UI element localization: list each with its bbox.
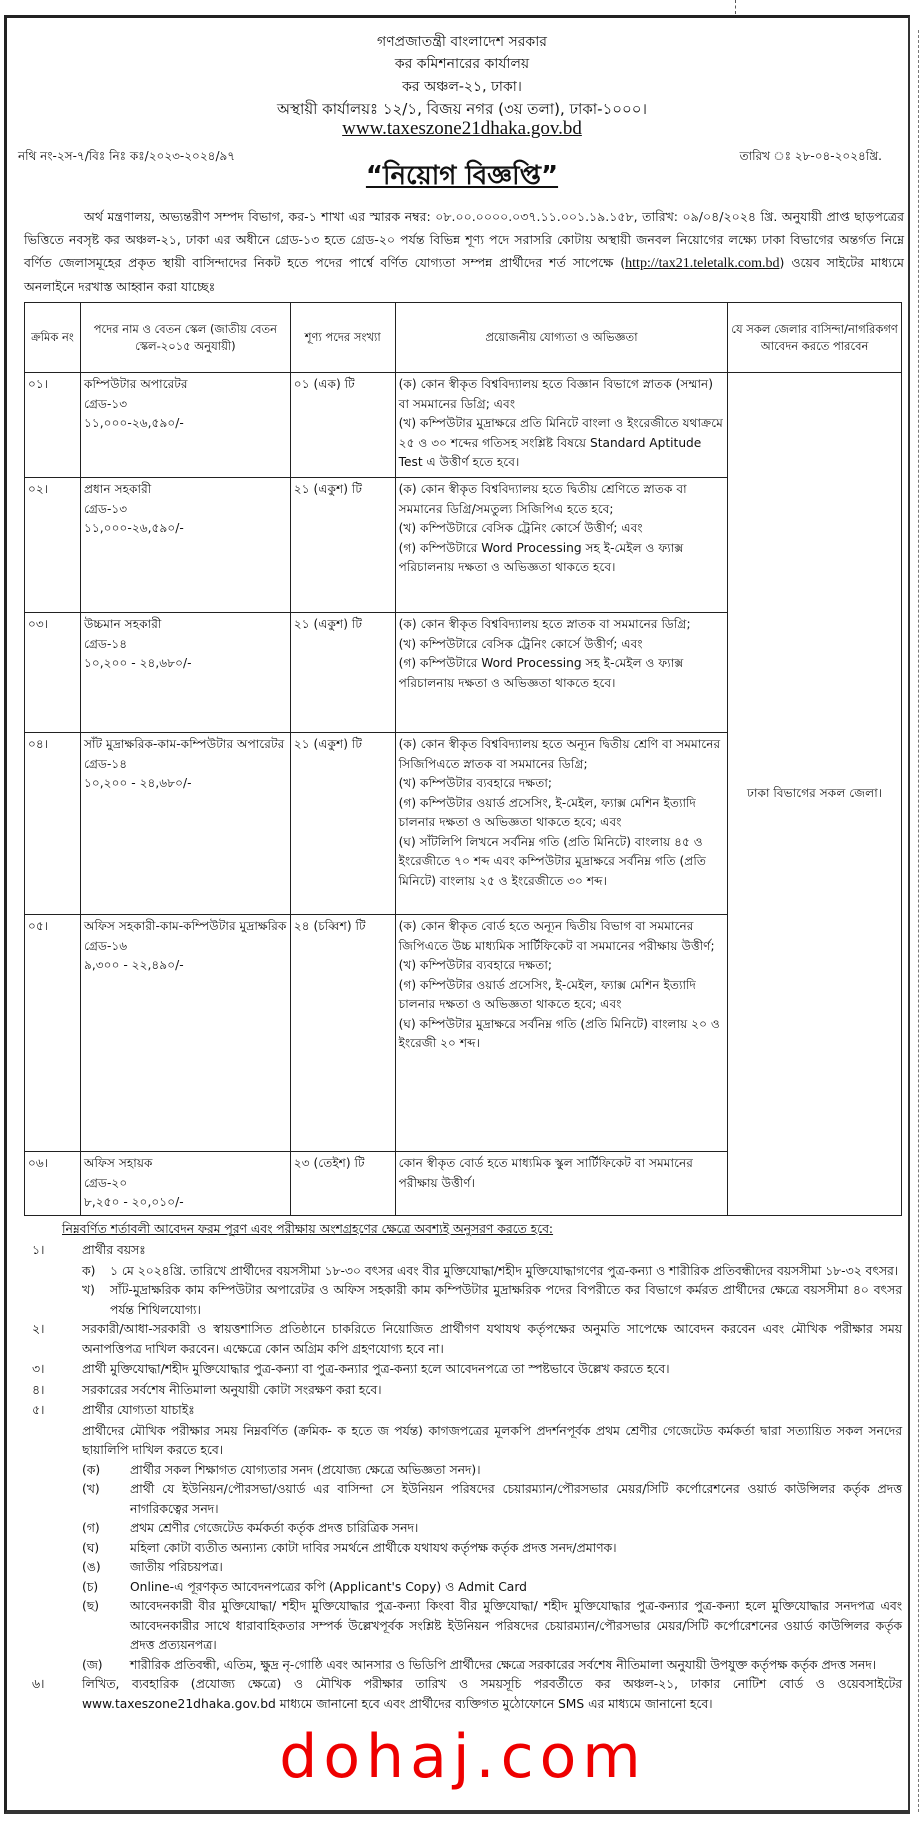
serial-number: ০৬। bbox=[25, 1152, 81, 1216]
table-row bbox=[25, 373, 902, 478]
condition-subitem bbox=[82, 1558, 902, 1578]
post-grade: গ্রেড-১৪ bbox=[83, 636, 128, 651]
qualification-item: (ক) কোন স্বীকৃত বিশ্ববিদ্যালয় হতে বিজ্ঞান বিভাগে স্নাতক (সম্মান) বা সমমানের ডিগ্রি; এবং bbox=[398, 377, 714, 411]
serial-number: ০৪। bbox=[25, 733, 81, 915]
reference-number: নথি নং-২স-৭/বিঃ নিঃ কঃ/২০২৩-২০২৪/৯৭ bbox=[18, 149, 236, 163]
condition-subitem bbox=[82, 1597, 902, 1656]
qualification-item: (গ) কম্পিউটারে Word Processing সহ ই-মেইল ও ফ্যাক্স পরিচালনায় দক্ষতা ও অভিজ্ঞতা থাকতে হবে। bbox=[398, 540, 684, 574]
vacancy-count: ২৪ (চব্বিশ) টি bbox=[290, 915, 395, 1152]
subitem-label: ক) bbox=[82, 1263, 96, 1278]
condition-subitem bbox=[82, 1281, 902, 1320]
condition-item bbox=[22, 1401, 902, 1421]
qualification-cell bbox=[395, 613, 728, 733]
document-body bbox=[22, 0, 904, 1822]
condition-item bbox=[22, 1241, 902, 1261]
condition-subitem bbox=[82, 1656, 902, 1676]
subitem-text: প্রার্থী যে ইউনিয়ন/পৌরসভা/ওয়ার্ড এর বাসিন্দা সে ইউনিয়ন পরিষদের চেয়ারম্যান/পৌরসভার মেয়র/সিটি কর্পোরেশনের ওয়ার্ড কাউন্সিলর কর্তৃক প্রদত্ত নাগরিকত্বের সনদ। bbox=[130, 1482, 902, 1516]
subitem-text: মহিলা কোটা ব্যতীত অন্যান্য কোটা দাবির সমর্থনে প্রার্থীকে যথাযথ কর্তৃপক্ষ কর্তৃক প্রদত্ত সনদ/প্রমাণক। bbox=[130, 1540, 617, 1555]
qualification-item: (ঘ) কম্পিউটার মুদ্রাক্ষরে সর্বনিম্ন গতি (প্রতি মিনিটে) বাংলায় ২০ ও ইংরেজী ২০ শব্দ। bbox=[398, 1016, 720, 1050]
post-scale: ৮,২৫০ - ২০,০১০/- bbox=[83, 1195, 184, 1209]
post-cell bbox=[80, 915, 290, 1152]
condition-number: ১। bbox=[32, 1243, 45, 1257]
website-link[interactable]: www.taxeszone21dhaka.gov.bd bbox=[342, 118, 582, 139]
condition-item bbox=[22, 1320, 902, 1359]
notice-title: “নিয়োগ বিজ্ঞপ্তি” bbox=[365, 161, 559, 191]
serial-number: ০২। bbox=[25, 478, 81, 613]
post-post: অফিস সহকারী-কাম-কম্পিউটার মুদ্রাক্ষরিক bbox=[83, 919, 287, 933]
qualification-item: (গ) কম্পিউটার ওয়ার্ড প্রসেসিং, ই-মেইল, ফ্যাক্স মেশিন ইত্যাদি চালনার দক্ষতা ও অভিজ্ঞতা থাকতে হবে; এবং bbox=[398, 977, 696, 1011]
condition-text: সরকারের সর্বশেষ নীতিমালা অনুযায়ী কোটা সংরক্ষণ করা হবে। bbox=[82, 1382, 382, 1397]
condition-number: ৪। bbox=[32, 1382, 45, 1397]
condition-item bbox=[22, 1360, 902, 1380]
notice-date: তারিখ ঃ ২৮-০৪-২০২৪খ্রি. bbox=[739, 149, 882, 163]
qualification-item: (ক) কোন স্বীকৃত বোর্ড হতে অন্যূন দ্বিতীয় বিভাগ বা সমমানের জিপিএতে উচ্চ মাধ্যমিক সার্টিফিকেট বা সমমানের পরীক্ষায় উত্তীর্ণ; bbox=[398, 919, 715, 953]
vacancy-count: ০১ (এক) টি bbox=[290, 373, 395, 478]
subitem-text: সাঁট-মুদ্রাক্ষরিক কাম কম্পিউটার অপারেটর ও অফিস সহকারী কাম কম্পিউটার মুদ্রাক্ষরিক পদের বিপরীতে কর বিভাগে কর্মরত প্রার্থীদের ক্ষেত্রে বয়সসীমা ৪০ বৎসর পর্যন্ত শিথিলযোগ্য। bbox=[110, 1283, 902, 1317]
intro-paragraph bbox=[24, 205, 904, 298]
post-post: কম্পিউটার অপারেটর bbox=[83, 377, 188, 391]
subitem-label: (ছ) bbox=[82, 1599, 100, 1613]
post-post: অফিস সহায়ক bbox=[83, 1156, 153, 1170]
post-cell bbox=[80, 1152, 290, 1216]
watermark: dohaj.com bbox=[279, 1722, 647, 1792]
subitem-text: প্রার্থীর সকল শিক্ষাগত যোগ্যতার সনদ (প্রযোজ্য ক্ষেত্রে অভিজ্ঞতা সনদ)। bbox=[130, 1462, 481, 1477]
office-name: কর কমিশনারের কার্যালয় bbox=[394, 56, 530, 72]
subitem-text: শারীরিক প্রতিবন্ধী, এতিম, ক্ষুদ্র নৃ-গোষ্ঠি এবং আনসার ও ভিডিপি প্রার্থীদের ক্ষেত্রে সরকারের সর্বশেষ নীতিমালা অনুযায়ী উপযুক্ত কর্তৃপক্ষ কর্তৃক প্রদত্ত সনদ। bbox=[130, 1657, 877, 1672]
condition-subitem bbox=[82, 1539, 902, 1559]
condition-subitem bbox=[82, 1262, 902, 1282]
subitem-label: খ) bbox=[82, 1283, 95, 1297]
subitem-label: (জ) bbox=[82, 1657, 103, 1672]
condition-item bbox=[22, 1675, 902, 1714]
post-scale: ১০,২০০ - ২৪,৬৮০/- bbox=[83, 656, 192, 670]
subitem-text: Online-এ পূরণকৃত আবেদনপত্রের কপি (Applicant's Copy) ও Admit Card bbox=[130, 1579, 527, 1594]
qualification-item: (ক) কোন স্বীকৃত বিশ্ববিদ্যালয় হতে স্নাতক বা সমমানের ডিগ্রি; bbox=[398, 617, 691, 631]
col-serial: ক্রমিক নং bbox=[25, 303, 81, 373]
condition-text: প্রার্থীর বয়সঃ bbox=[82, 1243, 146, 1257]
col-qualification: প্রয়োজনীয় যোগ্যতা ও অভিজ্ঞতা bbox=[395, 303, 728, 373]
post-grade: গ্রেড-১৬ bbox=[83, 938, 128, 953]
subitem-text: জাতীয় পরিচয়পত্র। bbox=[130, 1560, 223, 1574]
qualification-item: (খ) কম্পিউটার ব্যবহারে দক্ষতা; bbox=[398, 776, 552, 790]
qualification-item: (ঘ) সাঁটলিপি লিখনে সর্বনিম্ন গতি (প্রতি মিনিটে) বাংলায় ৪৫ ও ইংরেজীতে ৭০ শব্দ এবং কম্পিউটার মুদ্রাক্ষরে সর্বনিম্ন গতি (প্রতি মিনিটে) বাংলায় ২৫ ও ইংরেজীতে ৩০ শব্দ। bbox=[398, 834, 706, 888]
conditions-heading: নিম্নবর্ণিত শর্তাবলী আবেদন ফরম পূরণ এবং পরীক্ষায় অংশগ্রহণের ক্ষেত্রে অবশ্যই অনুসরণ করতে হবে: bbox=[62, 1221, 554, 1236]
post-scale: ১০,২০০ - ২৪,৬৮০/- bbox=[83, 776, 192, 790]
post-grade: গ্রেড-১৩ bbox=[83, 501, 128, 516]
qualification-item: (গ) কম্পিউটার ওয়ার্ড প্রসেসিং, ই-মেইল, ফ্যাক্স মেশিন ইত্যাদি চালনার দক্ষতা ও অভিজ্ঞতা থাকতে হবে; এবং bbox=[398, 795, 696, 829]
condition-subitem bbox=[82, 1519, 902, 1539]
vacancy-count: ২১ (একুশ) টি bbox=[290, 478, 395, 613]
qualification-item: কোন স্বীকৃত বোর্ড হতে মাধ্যমিক স্কুল সার্টিফিকেট বা সমমানের পরীক্ষায় উত্তীর্ণ। bbox=[398, 1156, 693, 1190]
tax-zone: কর অঞ্চল-২১, ঢাকা। bbox=[402, 79, 522, 95]
intro-text-end: ) ওয়েব সাইটের মাধ্যমে অনলাইনে দরখাস্ত আহ্বান করা যাচ্ছেঃ bbox=[24, 255, 904, 294]
serial-number: ০৫। bbox=[25, 915, 81, 1152]
subitem-label: (গ) bbox=[82, 1521, 100, 1535]
serial-number: ০৩। bbox=[25, 613, 81, 733]
eligible-districts: ঢাকা বিভাগের সকল জেলা। bbox=[728, 373, 902, 1216]
qualification-cell bbox=[395, 733, 728, 915]
post-scale: ১১,০০০-২৬,৫৯০/- bbox=[83, 416, 184, 430]
condition-text: লিখিত, ব্যবহারিক (প্রযোজ্য ক্ষেত্রে) ও মৌখিক পরীক্ষার তারিখ ও সময়সূচি পরবর্তীতে কর অঞ্চল-২১, ঢাকার নোটিশ বোর্ড ও ওয়েবসাইটের www.taxeszone21dhaka.gov.bd মাধ্যমে জানানো হবে এবং প্রার্থীদের ব্যক্তিগত মুঠোফোনে SMS এর মাধ্যমে জানানো হবে। bbox=[82, 1677, 902, 1711]
condition-subitem bbox=[82, 1480, 902, 1519]
subitem-label: (ঘ) bbox=[82, 1540, 100, 1555]
qualification-item: (খ) কম্পিউটার ব্যবহারে দক্ষতা; bbox=[398, 958, 552, 972]
subitem-label: (ঙ) bbox=[82, 1560, 101, 1574]
subitem-label: (ক) bbox=[82, 1462, 101, 1477]
qualification-cell bbox=[395, 373, 728, 478]
post-cell bbox=[80, 373, 290, 478]
post-cell bbox=[80, 733, 290, 915]
qualification-item: (গ) কম্পিউটারে Word Processing সহ ই-মেইল ও ফ্যাক্স পরিচালনায় দক্ষতা ও অভিজ্ঞতা থাকতে হবে। bbox=[398, 656, 684, 690]
vacancy-count: ২১ (একুশ) টি bbox=[290, 613, 395, 733]
subitem-label: (খ) bbox=[82, 1482, 100, 1496]
post-grade: গ্রেড-২০ bbox=[83, 1175, 128, 1190]
condition-number: ২। bbox=[32, 1322, 45, 1336]
post-post: উচ্চমান সহকারী bbox=[83, 617, 162, 631]
condition-number: ৩। bbox=[32, 1362, 45, 1376]
col-count: শূণ্য পদের সংখ্যা bbox=[290, 303, 395, 373]
post-post: প্রধান সহকারী bbox=[83, 482, 152, 496]
subitem-text: ১ মে ২০২৪খ্রি. তারিখে প্রার্থীদের বয়সসীমা ১৮-৩০ বৎসর এবং বীর মুক্তিযোদ্ধা/শহীদ মুক্তিযোদ্ধাগণের পুত্র-কন্যা ও শারীরিক প্রতিবন্ধীদের বয়সসীমা ১৮-৩২ বৎসর। bbox=[110, 1263, 899, 1278]
serial-number: ০১। bbox=[25, 373, 81, 478]
condition-paragraph: প্রার্থীদের মৌখিক পরীক্ষার সময় নিম্নবর্ণিত (ক্রমিক- ক হতে জ পর্যন্ত) কাগজপত্রের মূলকপি প্রদর্শনপূর্বক প্রথম শ্রেণীর গেজেটেড কর্মকর্তা দ্বারা সত্যায়িত সকল সনদের ছায়ালিপি দাখিল করতে হবে। bbox=[82, 1423, 902, 1457]
office-address: অস্থায়ী কার্যালয়ঃ ১২/১, বিজয় নগর (৩য় তলা), ঢাকা-১০০০। bbox=[277, 100, 647, 118]
post-scale: ১১,০০০-২৬,৫৯০/- bbox=[83, 521, 184, 535]
page-edge-dash bbox=[918, 30, 919, 1812]
col-districts: যে সকল জেলার বাসিন্দা/নাগরিকগণ আবেদন করতে পারবেন bbox=[728, 303, 902, 373]
post-post: সাঁট মুদ্রাক্ষরিক-কাম-কম্পিউটার অপারেটর bbox=[83, 737, 285, 751]
qualification-cell bbox=[395, 1152, 728, 1216]
intro-text: অর্থ মন্ত্রণালয়, অভ্যন্তরীণ সম্পদ বিভাগ, কর-১ শাখা এর স্মারক নম্বর: ০৮.০০.০০০০.০৩৭.১১.০০১.১৯.১৫৮, তারিখ: ০৯/০৪/২০২৪ খ্রি. অনুযায়ী প্রাপ্ত ছাড়পত্রের ভিত্তিতে নবসৃষ্ট কর অঞ্চল-২১, ঢাকা এর অধীনে গ্রেড-১৩ হতে গ্রেড-২০ পর্যন্ত বিভিন্ন শূণ্য পদে সরাসরি কোটায় অস্থায়ী জনবল নিয়োগের লক্ষ্যে ঢাকা বিভাগের অন্তর্গত নিম্নে বর্ণিত জেলাসমূহের প্রকৃত স্থায়ী বাসিন্দাদের নিকট হতে পদের পার্শ্বে বর্ণিত যোগ্যতা সম্পন্ন প্রার্থীদের শর্ত সাপেক্ষে ( bbox=[24, 209, 904, 270]
condition-text: প্রার্থী মুক্তিযোদ্ধা/শহীদ মুক্তিযোদ্ধার পুত্র-কন্যা বা পুত্র-কন্যার পুত্র-কন্যা হলে আবেদনপত্রে তা স্পষ্টভাবে উল্লেখ করতে হবে। bbox=[82, 1362, 670, 1376]
col-post: পদের নাম ও বেতন স্কেল (জাতীয় বেতন স্কেল-২০১৫ অনুযায়ী) bbox=[80, 303, 290, 373]
govt-name: গণপ্রজাতন্ত্রী বাংলাদেশ সরকার bbox=[377, 34, 547, 50]
qualification-item: (ক) কোন স্বীকৃত বিশ্ববিদ্যালয় হতে অন্যূন দ্বিতীয় শ্রেণি বা সমমানের সিজিপিএতে স্নাতক বা সমমানের ডিগ্রি; bbox=[398, 737, 721, 771]
condition-subitem bbox=[82, 1578, 902, 1598]
condition-item bbox=[22, 1381, 902, 1401]
post-cell bbox=[80, 613, 290, 733]
qualification-item: (খ) কম্পিউটার মুদ্রাক্ষরে প্রতি মিনিটে বাংলা ও ইংরেজীতে যথাক্রমে ২৫ ও ৩০ শব্দের গতিসহ সংশ্লিষ্ট বিষয়ে Standard Aptitude Test এ উত্তীর্ণ হতে হবে। bbox=[398, 416, 723, 469]
vacancy-count: ২১ (একুশ) টি bbox=[290, 733, 395, 915]
vacancy-table bbox=[24, 302, 902, 1216]
post-grade: গ্রেড-১৪ bbox=[83, 756, 128, 771]
vacancy-count: ২৩ (তেইশ) টি bbox=[290, 1152, 395, 1216]
qualification-cell bbox=[395, 915, 728, 1152]
condition-text: প্রার্থীর যোগ্যতা যাচাইঃ bbox=[82, 1403, 195, 1417]
qualification-cell bbox=[395, 478, 728, 613]
teletalk-link[interactable]: http://tax21.teletalk.com.bd bbox=[625, 256, 780, 271]
post-scale: ৯,৩০০ - ২২,৪৯০/- bbox=[83, 958, 184, 972]
post-grade: গ্রেড-১৩ bbox=[83, 396, 128, 411]
post-cell bbox=[80, 478, 290, 613]
conditions-section bbox=[22, 1220, 902, 1715]
qualification-item: (খ) কম্পিউটারে বেসিক ট্রেনিং কোর্সে উত্তীর্ণ; এবং bbox=[398, 636, 643, 651]
subitem-text: প্রথম শ্রেণীর গেজেটেড কর্মকর্তা কর্তৃক প্রদত্ত চারিত্রিক সনদ। bbox=[130, 1521, 419, 1535]
condition-text: সরকারী/আধা-সরকারী ও স্বায়ত্তশাসিত প্রতিষ্ঠানে চাকরিতে নিয়োজিত প্রার্থীগণ যথাযথ কর্তৃপক্ষের অনুমতি সাপেক্ষে আবেদন করবেন এবং মৌখিক পরীক্ষার সময় অনাপত্তিপত্র দাখিল করবেন। এক্ষেত্রে কোন অগ্রিম কপি গ্রহণযোগ্য হবে না। bbox=[82, 1322, 902, 1356]
subitem-text: আবেদনকারী বীর মুক্তিযোদ্ধা/ শহীদ মুক্তিযোদ্ধার পুত্র-কন্যা কিংবা বীর মুক্তিযোদ্ধা/ শহীদ মুক্তিযোদ্ধার পুত্র-কন্যার পুত্র-কন্যা হলে মুক্তিযোদ্ধার সনদপত্র এবং আবেদনকারীর সাথে ধারাবাহিকতার সম্পর্ক উল্লেখপূর্বক সংশ্লিষ্ট ইউনিয়ন পরিষদের চেয়ারম্যান/পৌরসভার মেয়র/সিটি কর্পোরেশনের ওয়ার্ড কাউন্সিলর কর্তৃক প্রদত্ত প্রত্যয়নপত্র। bbox=[130, 1599, 902, 1652]
condition-number: ৫। bbox=[32, 1403, 45, 1417]
condition-number: ৬। bbox=[32, 1677, 45, 1691]
qualification-item: (ক) কোন স্বীকৃত বিশ্ববিদ্যালয় হতে দ্বিতীয় শ্রেণিতে স্নাতক বা সমমানের ডিগ্রি/সমতুল্য সিজিপিএ হতে হবে; bbox=[398, 482, 687, 516]
subitem-label: (চ) bbox=[82, 1579, 99, 1594]
qualification-item: (খ) কম্পিউটারে বেসিক ট্রেনিং কোর্সে উত্তীর্ণ; এবং bbox=[398, 521, 643, 535]
condition-subitem bbox=[82, 1461, 902, 1481]
